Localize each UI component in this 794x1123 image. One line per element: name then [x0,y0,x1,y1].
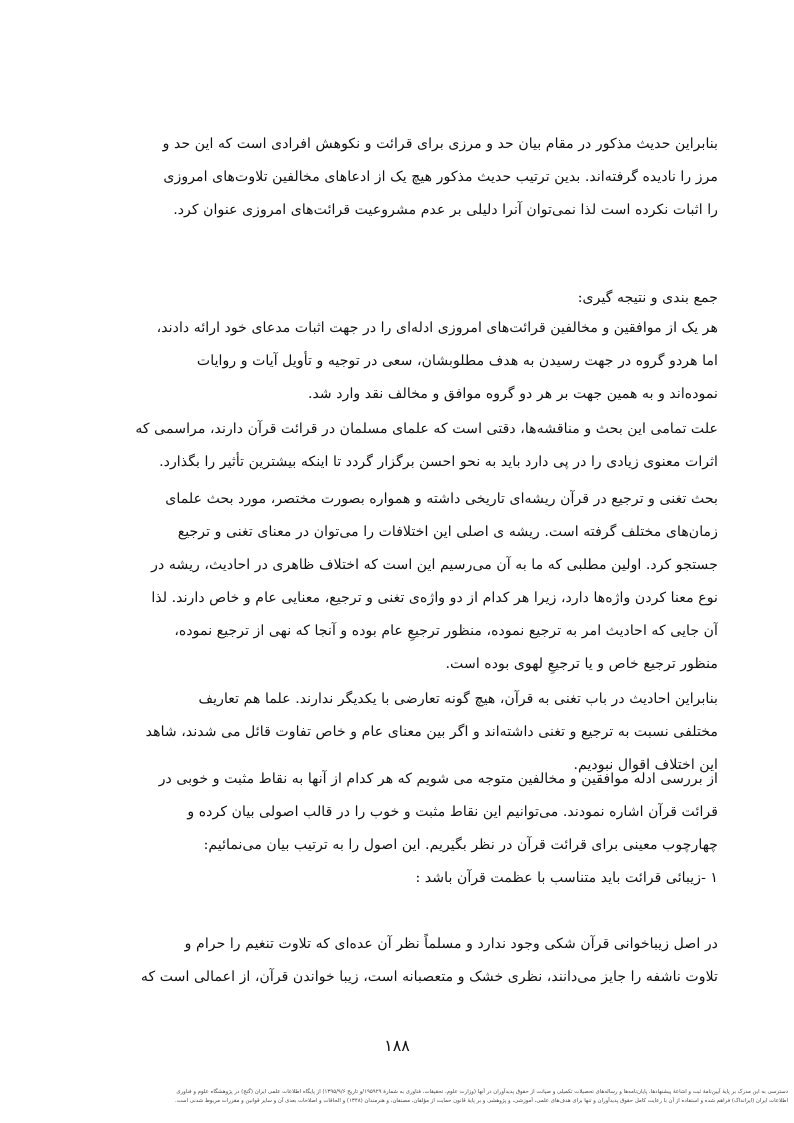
paragraph-beautiful-recitation [105,928,718,994]
text-line: قرائت قرآن اشاره نمودند. می‌توانیم این نقاط مثبت و خوب را در قالب اصولی بیان کرده و [187,804,718,820]
text-line: آن جایی که احادیث امر به ترجیع نموده، منظور ترجیعِ عام بوده و آنجا که نهی از ترجیع نموده، [174,623,718,639]
paragraph-taghanni-tarji [105,483,718,681]
text-line: منظور ترجیع خاص و یا ترجیعِ لهوی بوده است. [445,656,718,672]
text-line: ۱ -زیبائی قرائت باید متناسب با عظمت قرآن باشد : [415,870,718,886]
text-line: اما هردو گروه در جهت رسیدن به هدف مطلوبشان، سعی در توجیه و تأویل آیات و روایات [196,353,718,369]
text-line: بنابراین احادیث در باب تغنی به قرآن، هیچ گونه تعارضی با یکدیگر ندارند. علما هم تعاریف [198,691,718,707]
paragraph-hadith-conclusion [105,128,718,227]
text-line: زمان‌های مختلف گرفته است. ریشه ی اصلی این اختلافات را می‌توان در معنای تغنی و ترجیع [177,524,718,540]
paragraph-reason-for-debate [105,413,718,479]
text-line: بنابراین حدیث مذکور در مقام بیان حد و مرزی برای قرائت و نکوهش افرادی است که این حد و [162,136,718,152]
text-line: نموده‌اند و به همین جهت بر هر دو گروه موافق و مخالف نقد وارد شد. [307,386,718,402]
text-line: چهارچوب معینی برای قرائت قرآن در نظر بگیریم. این اصول را به ترتیب بیان می‌نمائیم: [203,837,718,853]
footer-line: اطلاعات ایران (ایرانداک) فراهم شده و استفاده از آن با رعایت کامل حقوق پدیدآوران و تنها برای هدف‌های علمی، آموزشی، و پژوهشی و بر پایهٔ قانون حمایت از مؤلفان، مصنفان، و هنرمندان (۱۳۴۸) و الحاقات و اصلاحات بعدی آن و سایر قوانین و مقررات مربوط شدنی است. [175,1098,788,1104]
paragraph-proponents-opponents [105,312,718,411]
text-line: نوع معنا کردن واژه‌ها دارد، زیرا هر کدام از دو واژه‌ی تغنی و ترجیع، معنایی عام و خاص دارند. لذا [151,590,718,606]
text-line: بحث تغنی و ترجیع در قرآن ریشه‌ای تاریخی داشته و همواره بصورت مختصر، مورد بحث علمای [165,491,718,507]
copyright-footer [6,1088,788,1106]
text-line: این اختلاف اقوال نبودیم. [573,757,718,773]
section-heading: جمع بندی و نتیجه گیری: [577,290,718,306]
text-line: از بررسی ادله موافقین و مخالفین متوجه می شویم که هر کدام از آنها به نقاط مثبت و خوبی در [158,771,718,787]
text-line: را اثبات نکرده است لذا نمی‌توان آنرا دلیلی بر عدم مشروعیت قرائت‌های امروزی عنوان کرد. [173,202,718,218]
text-line: هر یک از موافقین و مخالفین قرائت‌های امروزی ادله‌ای را در جهت اثبات مدعای خود ارائه دادند، [156,320,718,336]
footer-line: دسترسی به این مدرک بر پایهٔ آیین‌نامهٔ ثبت و اشاعهٔ پیشنهادها، پایان‌نامه‌ها و رساله‌های تحصیلات تکمیلی و صیانت از حقوق پدیدآوران در آنها (وزارت علوم، تحقیقات، فناوری به شمارهٔ ۱۹۵۹۲۹/و تاریخ ۱۳۹۵/۹/۶) از پایگاه اطلاعات علمی ایران (گنج) در پژوهشگاه علوم و فناوری [176,1089,788,1095]
page-number: ۱۸۸ [384,1036,410,1055]
text-line: تلاوت ناشفه را جایز می‌دانند، نظری خشک و متعصبانه است، زیبا خواندن قرآن، از اعمالی است که [140,969,718,985]
principle-1-title [105,862,718,895]
text-line: علت تمامی این بحث و مناقشه‌ها، دقتی است که علمای مسلمان در قرائت قرآن دارند، مراسمی که [135,421,718,437]
text-line: در اصل زیباخوانی قرآن شکی وجود ندارد و مسلماً نظر آن عده‌ای که تلاوت تنغیم را حرام و [184,936,718,952]
text-line: مختلفی نسبت به ترجیع و تغنی داشته‌اند و اگر بین معنای عام و خاص تفاوت قائل می شدند، شاهد [145,724,718,740]
text-line: اثرات معنوی زیادی را در پی دارد باید به نحو احسن برگزار گردد تا اینکه بیشترین تأثیر را بگذارد. [159,454,718,470]
paragraph-principles-intro [105,763,718,862]
text-line: مرز را نادیده گرفته‌اند. بدین ترتیب حدیث مذکور هیچ یک از ادعاهای مخالفین تلاوت‌های امروزی [163,169,718,185]
text-line: جستجو کرد. اولین مطلبی که ما به آن می‌رسیم این است که اختلاف ظاهری در احادیث، ریشه در [151,557,718,573]
